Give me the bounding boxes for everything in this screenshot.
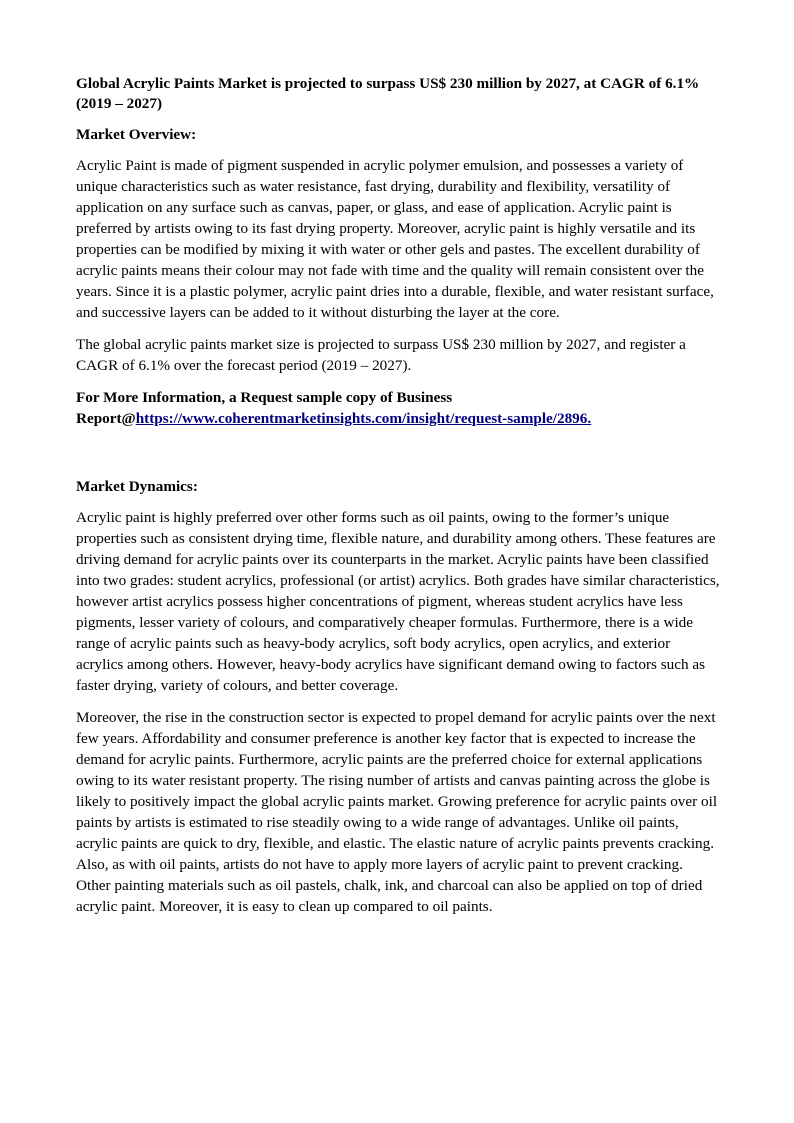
more-info-prefix: For More Information, a Request sample copy of Business Report@: [76, 389, 453, 427]
overview-paragraph-1: Acrylic Paint is made of pigment suspended in acrylic polymer emulsion, and possesses a variety of unique characteristics such as water resistance, fast drying, durability and flexibility, versatility of application on any surface such as canvas, paper, or glass, and ease of application. Acrylic paint is preferred by artists owing to its fast drying property. Moreover, acrylic paint is highly versatile and its properties can be modified by mixing it with water or other gels and pastes. The excellent durability of acrylic paints means their colour may not fade with time and the quality will remain consistent over the years. Since it is a plastic polymer, acrylic paint dries into a durable, flexible, and water resistant surface, and successive layers can be added to it without disturbing the layer at the core.: [76, 157, 714, 321]
document-page: [76, 74, 721, 928]
request-sample-link[interactable]: https://www.coherentmarketinsights.com/insight/request-sample/2896.: [135, 410, 592, 427]
overview-paragraph-2: The global acrylic paints market size is projected to surpass US$ 230 million by 2027, and register a CAGR of 6.1% over the forecast period (2019 – 2027).: [76, 336, 686, 374]
dynamics-paragraph-2: Moreover, the rise in the construction sector is expected to propel demand for acrylic paints over the next few years. Affordability and consumer preference is another key factor that is expected to increase the demand for acrylic paints. Furthermore, acrylic paints are the preferred choice for external applications owing to its water resistant property. The rising number of artists and canvas painting across the globe is likely to positively impact the global acrylic paints market. Growing preference for acrylic paints over oil paints by artists is estimated to rise steadily owing to a wide range of advantages. Unlike oil paints, acrylic paints are quick to dry, flexible, and elastic. The elastic nature of acrylic paints prevents cracking. Also, as with oil paints, artists do not have to apply more layers of acrylic paint to prevent cracking. Other painting materials such as oil pastels, chalk, ink, and charcoal can also be applied on top of dried acrylic paint. Moreover, it is easy to clean up compared to oil paints.: [76, 709, 718, 915]
dynamics-paragraph-1: Acrylic paint is highly preferred over other forms such as oil paints, owing to the former’s unique properties such as consistent drying time, flexible nature, and durability among others. These features are driving demand for acrylic paints over its counterparts in the market. Acrylic paints have been classified into two grades: student acrylics, professional (or artist) acrylics. Both grades have similar characteristics, however artist acrylics possess higher concentrations of pigment, whereas student acrylics have less pigments, lesser variety of colours, and comparatively cheaper formulas. Furthermore, there is a wide range of acrylic paints such as heavy-body acrylics, soft body acrylics, open acrylics, and exterior acrylics among others. However, heavy-body acrylics have significant demand owing to factors such as faster drying, variety of colours, and better coverage.: [76, 509, 720, 694]
more-info-paragraph: [76, 387, 721, 429]
market-overview-heading: Market Overview:: [76, 126, 197, 143]
document-title: Global Acrylic Paints Market is projected to surpass US$ 230 million by 2027, at CAGR of 6.1% (2019 – 2027): [76, 75, 700, 112]
market-dynamics-heading: Market Dynamics:: [76, 478, 198, 495]
